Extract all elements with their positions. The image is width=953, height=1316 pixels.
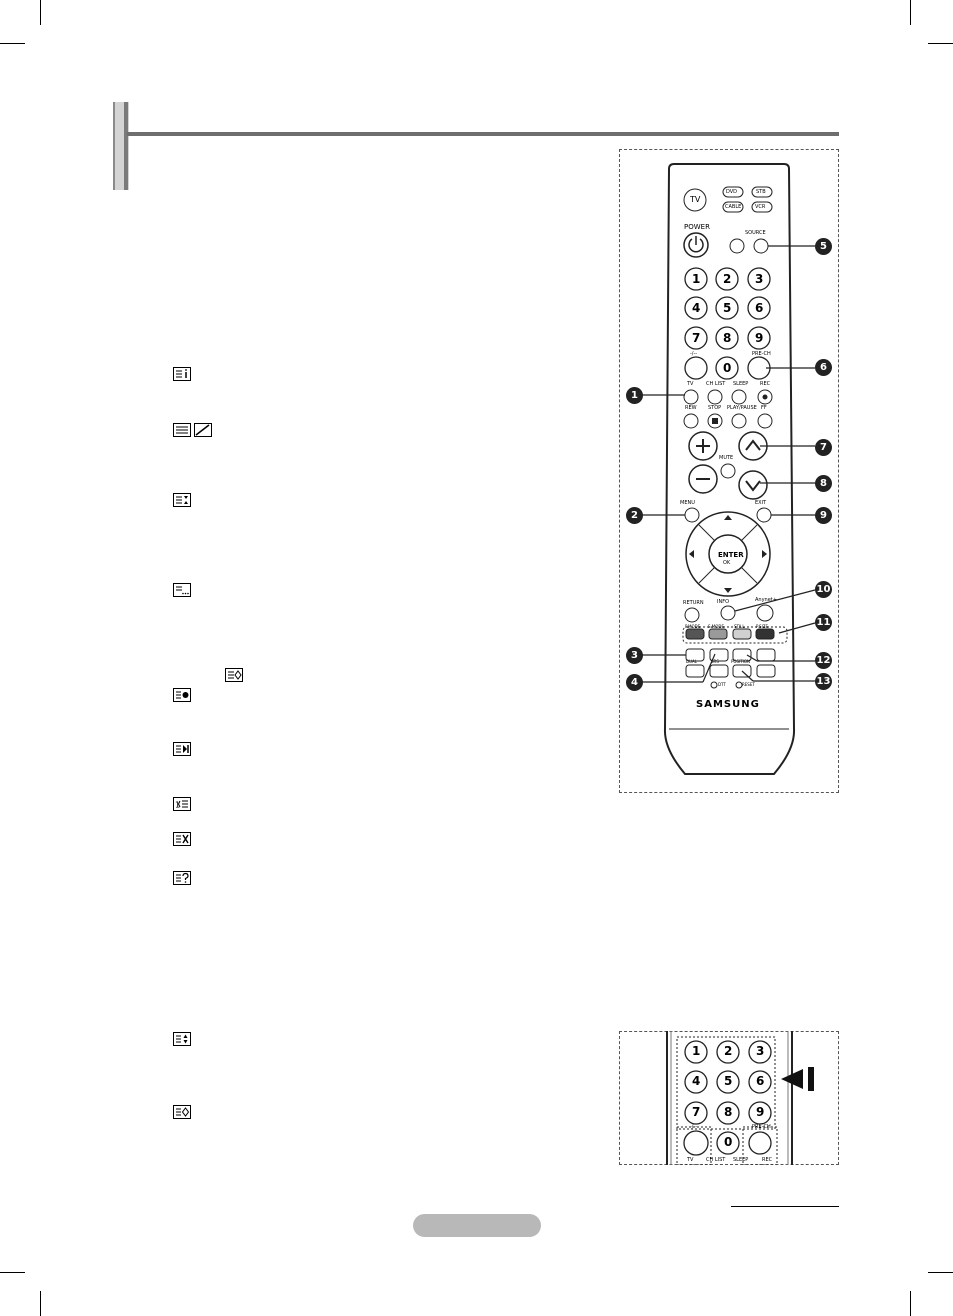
remote-cable-label: CABLE [725,204,742,210]
remote-prech-label: PRE-CH [752,351,771,357]
inset-digit-2: 2 [724,1044,733,1058]
callout-10: 10 [815,581,832,598]
remote-stop-label: STOP [708,405,722,411]
inset-digit-8: 8 [724,1105,733,1119]
remote-menu-label: MENU [680,500,695,506]
svg-text:1: 1 [175,800,181,810]
callout-7: 7 [815,439,832,456]
crop-mark [0,1272,25,1273]
callout-2: 2 [626,507,643,524]
remote-digit-7: 7 [692,331,701,345]
remote-digit-8: 8 [723,331,732,345]
inset-digit-0: 0 [724,1135,733,1149]
title-bar-decoration [124,102,128,190]
teletext-display-icon [173,688,191,702]
remote-position-label: POSITION [731,659,751,664]
callout-13: 13 [815,673,832,690]
remote-source-label: SOURCE [745,230,766,236]
teletext-info-icon [173,367,191,381]
crop-mark [928,1272,953,1273]
remote-still-label: STILL [734,624,745,629]
continued-rule [731,1206,839,1207]
remote-digit-1: 1 [692,272,701,286]
remote-digit-2: 2 [723,272,732,286]
remote-tv-label: TV [687,381,694,387]
page-number-badge [413,1214,541,1237]
callout-11: 11 [815,614,832,631]
remote-exit-label: EXIT [755,500,767,506]
remote-srs-label: SRS [711,659,719,664]
remote-chlist-label: CH LIST [706,381,726,387]
inset-digit-3: 3 [756,1044,765,1058]
remote-digit-0: 0 [723,361,732,375]
teletext-reveal-icon-2 [173,1105,191,1119]
inset-prech-label: PRE-CH [752,1124,771,1130]
crop-mark [910,1291,911,1316]
remote-dvd-label: DVD [726,189,738,195]
remote-stb-label: STB [756,189,766,195]
remote-pmode-label: P.MODE [685,624,701,629]
crop-mark [910,0,911,25]
remote-sleep-label: SLEEP [733,381,749,387]
inset-digit-6: 6 [756,1074,765,1088]
inset-digit-4: 4 [692,1074,701,1088]
inset-digit-1: 1 [692,1044,701,1058]
remote-ff-label: FF [761,405,767,411]
remote-brand-logo: SAMSUNG [696,699,760,710]
remote-psize-label: P.SIZE [756,624,769,629]
remote-return-label: RETURN [683,600,704,606]
remote-dtt-label: DTT [718,682,726,687]
crop-mark [0,43,25,44]
inset-chlist-label: CH LIST [706,1157,726,1163]
teletext-exit-icon [173,832,191,846]
remote-mute-label: MUTE [719,455,734,461]
callout-5: 5 [815,238,832,255]
remote-ok-label: OK [723,560,731,566]
title-rule [127,132,839,136]
inset-dash-label: -/-- [690,1124,698,1130]
inset-digit-7: 7 [692,1105,701,1119]
remote-anynet-label: Anynet+ [755,597,777,603]
callout-12: 12 [815,652,832,669]
teletext-mix-icon [173,423,213,437]
teletext-reveal-icon-inline [225,668,243,682]
crop-mark [40,1291,41,1316]
inset-digit-9: 9 [756,1105,765,1119]
crop-mark [40,0,41,25]
inset-digit-5: 5 [724,1074,733,1088]
callout-9: 9 [815,507,832,524]
remote-playpause-label: PLAY/PAUSE [727,405,757,411]
callout-6: 6 [815,359,832,376]
callout-1: 1 [626,387,643,404]
remote-dash-label: -/-- [690,351,698,357]
inset-sleep-label: SLEEP [733,1157,749,1163]
remote-reset-label: RESET [742,682,755,687]
teletext-reveal-icon [173,871,191,885]
crop-mark [928,43,953,44]
remote-power-label: POWER [684,223,710,231]
callout-8: 8 [815,475,832,492]
remote-smode-label: S.MODE [708,624,725,629]
remote-rec-label: REC [760,381,771,387]
remote-rew-label: REW [685,405,697,411]
remote-digit-6: 6 [755,301,764,315]
inset-rec-label: REC [762,1157,773,1163]
remote-control-illustration [619,149,839,793]
remote-info-label: INFO [717,599,730,605]
teletext-index-icon [173,742,191,756]
inset-tv-label: TV [687,1157,694,1163]
remote-digit-5: 5 [723,301,732,315]
teletext-cancel-icon [173,583,191,597]
remote-digit-9: 9 [755,331,764,345]
remote-enter-label: ENTER [718,551,744,559]
callout-3: 3 [626,647,643,664]
remote-digit-3: 3 [755,272,764,286]
teletext-store-icon [173,1032,191,1046]
teletext-size-icon [173,493,191,507]
remote-vcr-label: VCR [755,204,766,210]
remote-digit-4: 4 [692,301,701,315]
remote-dual-label: DUAL [686,659,697,664]
remote-tv-mode-label: TV [690,195,701,204]
callout-4: 4 [626,674,643,691]
teletext-subpage-icon [173,797,191,811]
